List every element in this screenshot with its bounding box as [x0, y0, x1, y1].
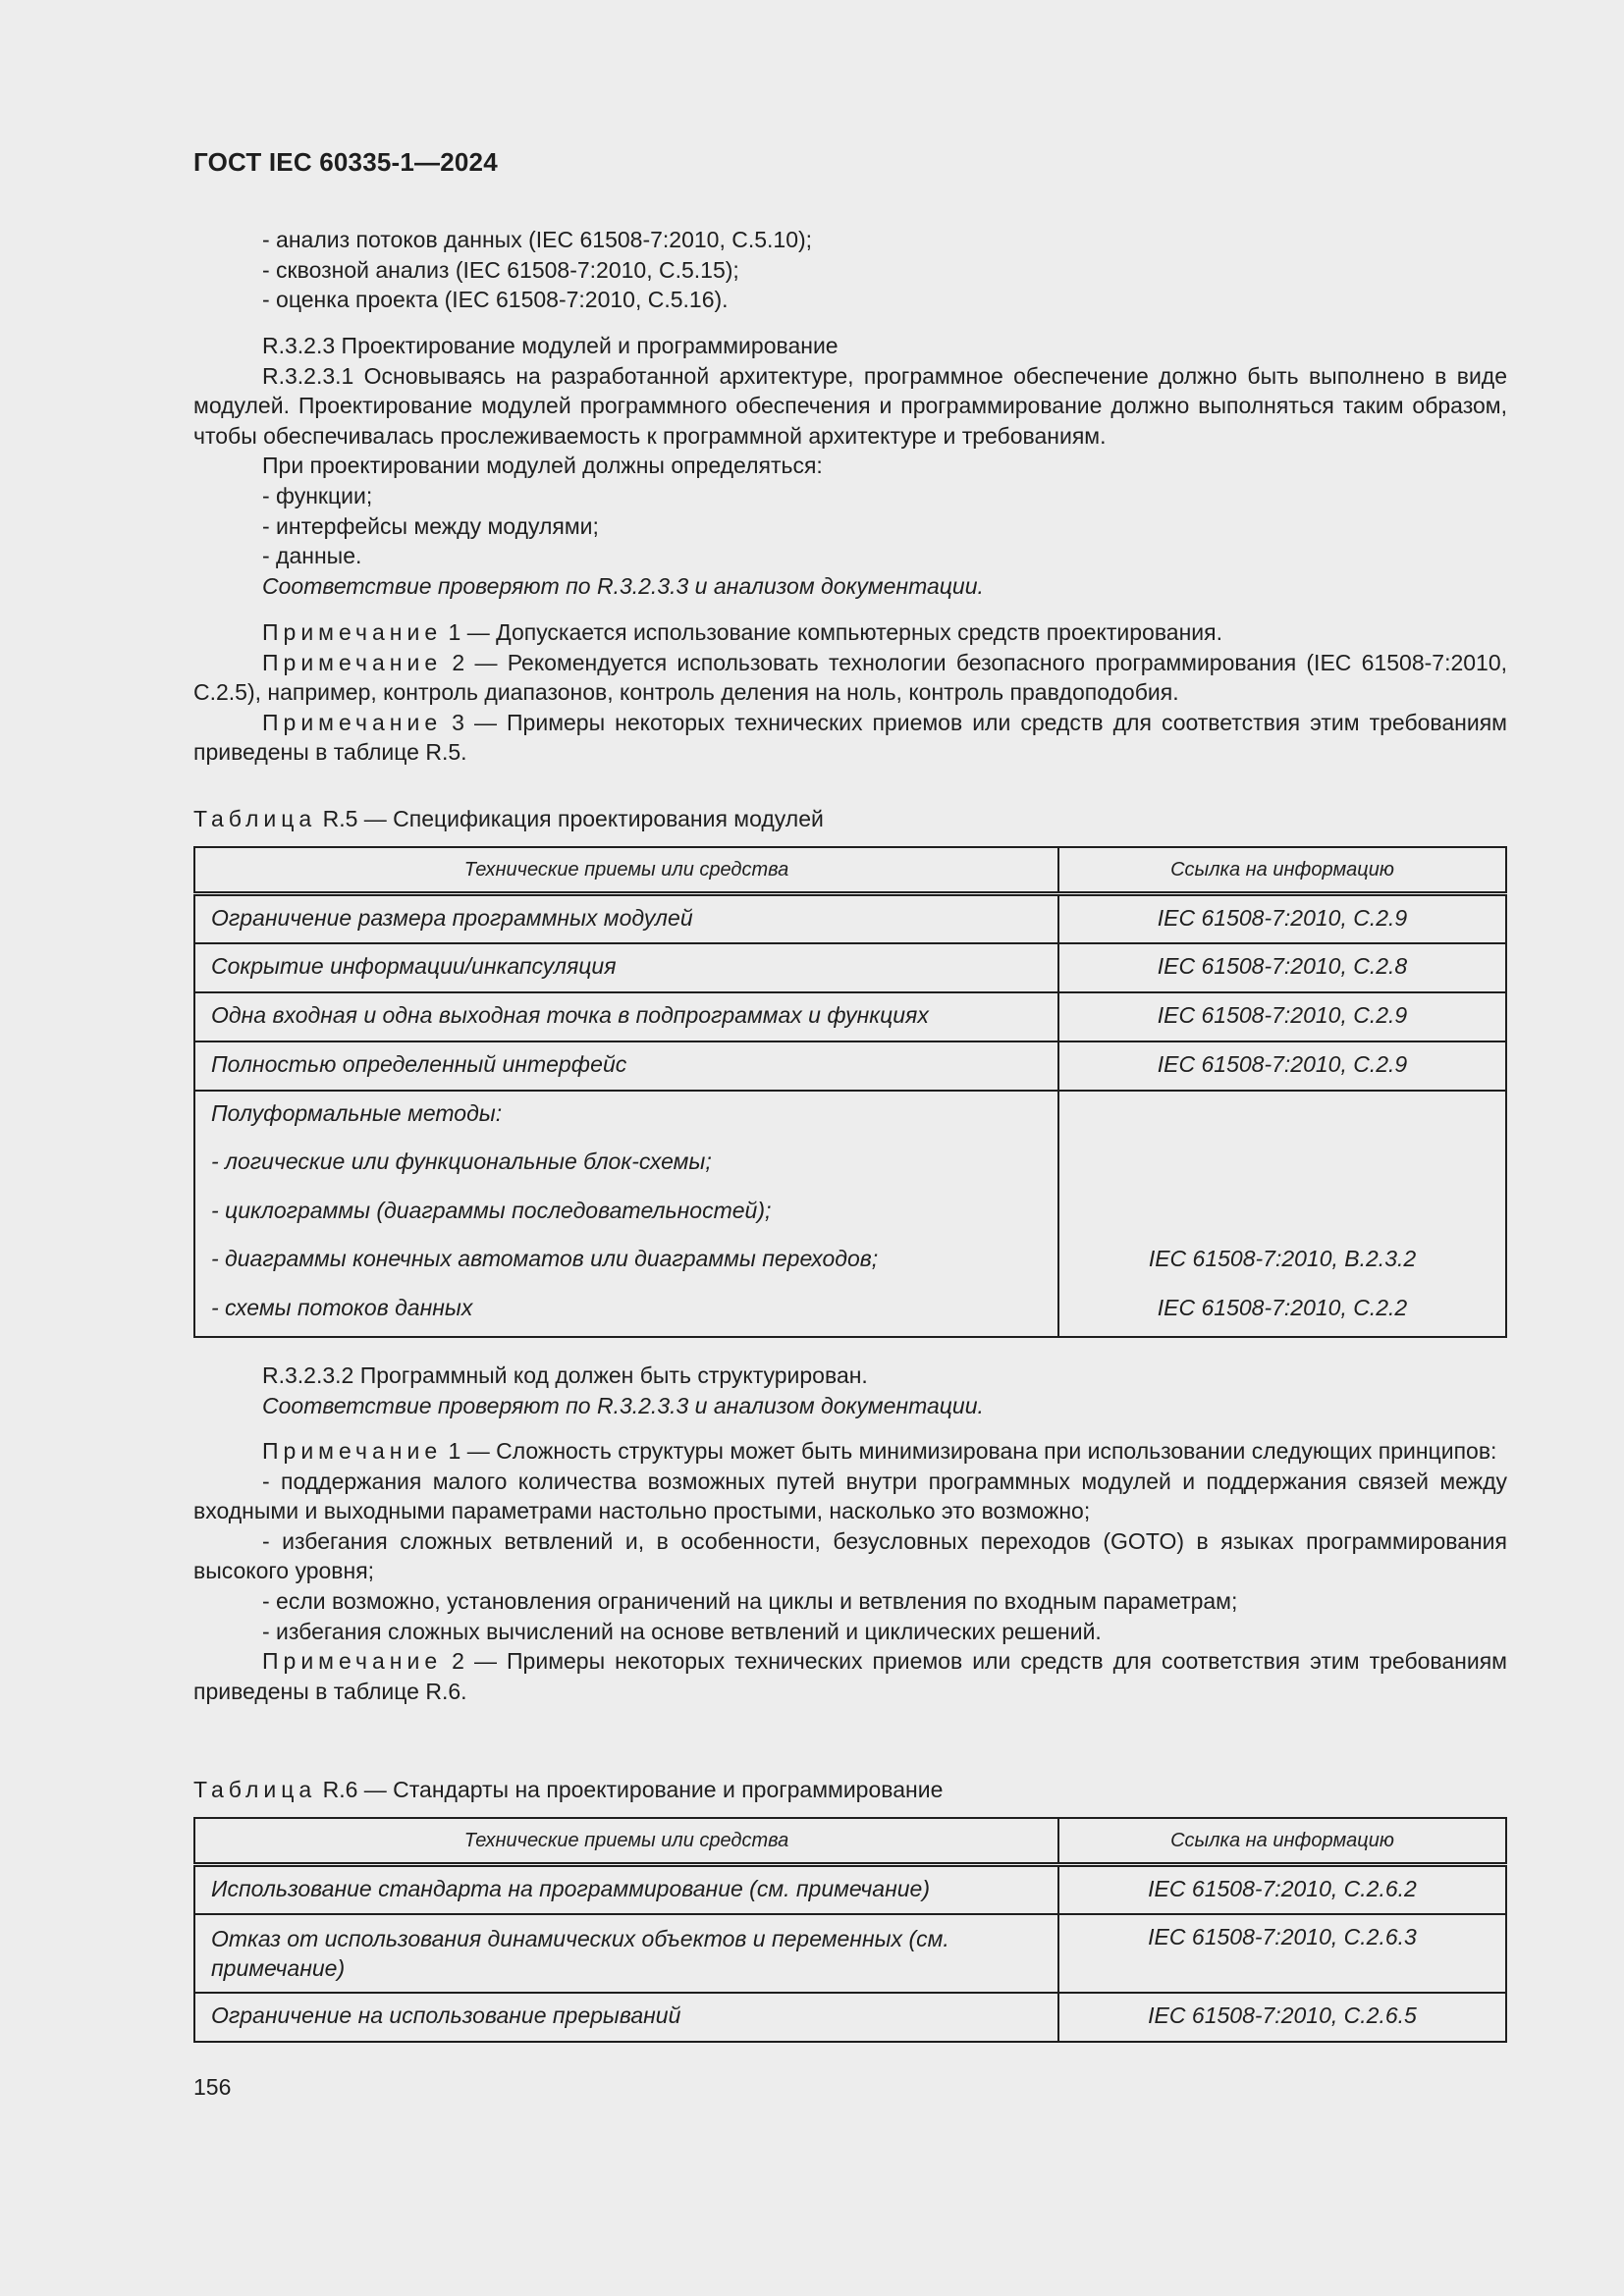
- note-text: — Рекомендуется использовать технологии безопасного программирования (IEC 61508-7:2010, С.2.5), например, контроль диапазонов, контроль деления на ноль, контроль правдоподобия.: [193, 649, 1508, 706]
- table-cell: Одна входная и одна выходная точка в подпрограммах и функциях: [194, 992, 1058, 1041]
- list-item: - функции;: [262, 482, 373, 508]
- table-cell: Ограничение на использование прерываний: [194, 1993, 1058, 2042]
- table-cell: IEC 61508-7:2010, C.2.6.3: [1058, 1914, 1506, 1993]
- list-item: - поддержания малого количества возможных путей внутри программных модулей и поддержания связей между входными и выходными параметрами настольно простыми, насколько это возможно;: [193, 1468, 1507, 1524]
- table-cell: IEC 61508-7:2010, C.2.9: [1058, 894, 1506, 943]
- notes-block-1: [193, 617, 1507, 768]
- cell-line: - схемы потоков данных: [211, 1294, 473, 1320]
- note-number: 2: [452, 649, 465, 675]
- table-cell: IEC 61508-7:2010, C.2.6.5: [1058, 1993, 1506, 2042]
- table-r6-caption: [193, 1777, 943, 1803]
- cell-line: IEC 61508-7:2010, B.2.3.2: [1148, 1246, 1417, 1272]
- column-header: Технические приемы или средства: [194, 847, 1058, 894]
- table-row: [194, 894, 1506, 943]
- note-label: Примечание: [262, 619, 443, 645]
- column-header: Ссылка на информацию: [1058, 847, 1506, 894]
- table-row: [194, 1041, 1506, 1091]
- cell-line: - циклограммы (диаграммы последовательностей);: [211, 1197, 772, 1223]
- caption-text: R.5 — Спецификация проектирования модулей: [316, 806, 824, 831]
- list-item: - сквозной анализ (IEC 61508-7:2010, С.5.15);: [262, 256, 739, 283]
- caption-text: R.6 — Стандарты на проектирование и программирование: [316, 1777, 944, 1802]
- table-row: [194, 1914, 1506, 1993]
- caption-label: Таблица: [193, 1777, 317, 1802]
- note-text: — Допускается использование компьютерных средств проектирования.: [460, 619, 1222, 645]
- table-row: [194, 1865, 1506, 1914]
- table-row: [194, 943, 1506, 992]
- table-r5-caption: [193, 806, 824, 832]
- note-number: 1: [448, 619, 461, 645]
- compliance-text: Соответствие проверяют по R.3.2.3.3 и анализом документации.: [262, 1392, 984, 1418]
- table-row: [194, 992, 1506, 1041]
- table-header-row: [194, 847, 1506, 894]
- cell-line: Полуформальные методы:: [211, 1099, 503, 1126]
- table-cell: Ограничение размера программных модулей: [194, 894, 1058, 943]
- note-2: [193, 648, 1507, 708]
- compliance-text: Соответствие проверяют по R.3.2.3.3 и анализом документации.: [262, 572, 984, 599]
- list-item: - данные.: [262, 543, 362, 569]
- cell-line: [1067, 1148, 1497, 1198]
- table-cell: IEC 61508-7:2010, C.2.9: [1058, 1041, 1506, 1091]
- note-label: Примечание: [262, 709, 443, 735]
- note-1: [193, 617, 1507, 648]
- note-label: Примечание: [262, 1648, 443, 1675]
- caption-label: Таблица: [193, 806, 317, 831]
- note-label: Примечание: [262, 649, 443, 675]
- section-r3-2-3: [193, 331, 1507, 601]
- cell-line: - диаграммы конечных автоматов или диаграммы переходов;: [211, 1246, 879, 1272]
- table-r5: [193, 846, 1507, 1338]
- paragraph: При проектировании модулей должны определяться:: [262, 453, 823, 479]
- intro-list: [193, 225, 1507, 315]
- table-cell: Сокрытие информации/инкапсуляция: [194, 943, 1058, 992]
- note-label: Примечание: [262, 1438, 443, 1464]
- note-text: — Сложность структуры может быть минимизирована при использовании следующих принципов:: [460, 1438, 1497, 1464]
- table-row: [194, 1091, 1506, 1337]
- paragraph: R.3.2.3.1 Основываясь на разработанной архитектуре, программное обеспечение должно быть выполнено в виде модулей. Проектирование модулей программного обеспечения и программирование должно выполняться таким образом, чтобы обеспечивалась прослеживаемость к программной архитектуре и требованиям.: [193, 362, 1507, 449]
- cell-line: [1067, 1198, 1497, 1247]
- paragraph: R.3.2.3.2 Программный код должен быть структурирован.: [262, 1362, 868, 1388]
- cell-line: [1067, 1100, 1497, 1149]
- note-text: — Примеры некоторых технических приемов или средств для соответствия этим требованиям приведены в таблице R.6.: [193, 1648, 1507, 1704]
- note-number: 2: [452, 1648, 464, 1675]
- list-item: - избегания сложных вычислений на основе ветвлений и циклических решений.: [262, 1618, 1102, 1644]
- column-header: Ссылка на информацию: [1058, 1818, 1506, 1865]
- note-1: [193, 1436, 1507, 1467]
- note-3: [193, 708, 1507, 768]
- page-number: 156: [193, 2074, 232, 2100]
- list-item: - интерфейсы между модулями;: [262, 512, 599, 539]
- table-cell: IEC 61508-7:2010, C.2.6.2: [1058, 1865, 1506, 1914]
- table-cell: IEC 61508-7:2010, C.2.9: [1058, 992, 1506, 1041]
- section-r3-2-3-2: [193, 1361, 1507, 1420]
- list-item: - избегания сложных ветвлений и, в особенности, безусловных переходов (GOTO) в языках программирования высокого уровня;: [193, 1527, 1507, 1584]
- table-cell: Полностью определенный интерфейс: [194, 1041, 1058, 1091]
- note-number: 1: [448, 1438, 461, 1464]
- note-2: [193, 1646, 1507, 1706]
- table-cell: Отказ от использования динамических объектов и переменных (см. примечание): [194, 1914, 1058, 1993]
- table-cell: Использование стандарта на программирование (см. примечание): [194, 1865, 1058, 1914]
- table-r6: [193, 1817, 1507, 2043]
- table-header-row: [194, 1818, 1506, 1865]
- table-row: [194, 1993, 1506, 2042]
- table-cell: IEC 61508-7:2010, C.2.8: [1058, 943, 1506, 992]
- column-header: Технические приемы или средства: [194, 1818, 1058, 1865]
- section-heading: R.3.2.3 Проектирование модулей и программирование: [262, 333, 839, 358]
- notes-block-2: [193, 1436, 1507, 1706]
- cell-line: - логические или функциональные блок-схемы;: [211, 1148, 712, 1175]
- document-header: ГОСТ IEC 60335-1—2024: [193, 147, 498, 177]
- note-number: 3: [452, 709, 464, 735]
- list-item: - анализ потоков данных (IEC 61508-7:2010, С.5.10);: [262, 227, 813, 252]
- cell-line: IEC 61508-7:2010, C.2.2: [1157, 1294, 1408, 1320]
- list-item: - если возможно, установления ограничений на циклы и ветвления по входным параметрам;: [262, 1587, 1238, 1614]
- table-cell: [194, 1091, 1058, 1337]
- note-text: — Примеры некоторых технических приемов или средств для соответствия этим требованиям приведены в таблице R.5.: [193, 709, 1507, 766]
- list-item: - оценка проекта (IEC 61508-7:2010, С.5.16).: [262, 287, 729, 313]
- table-cell: [1058, 1091, 1506, 1337]
